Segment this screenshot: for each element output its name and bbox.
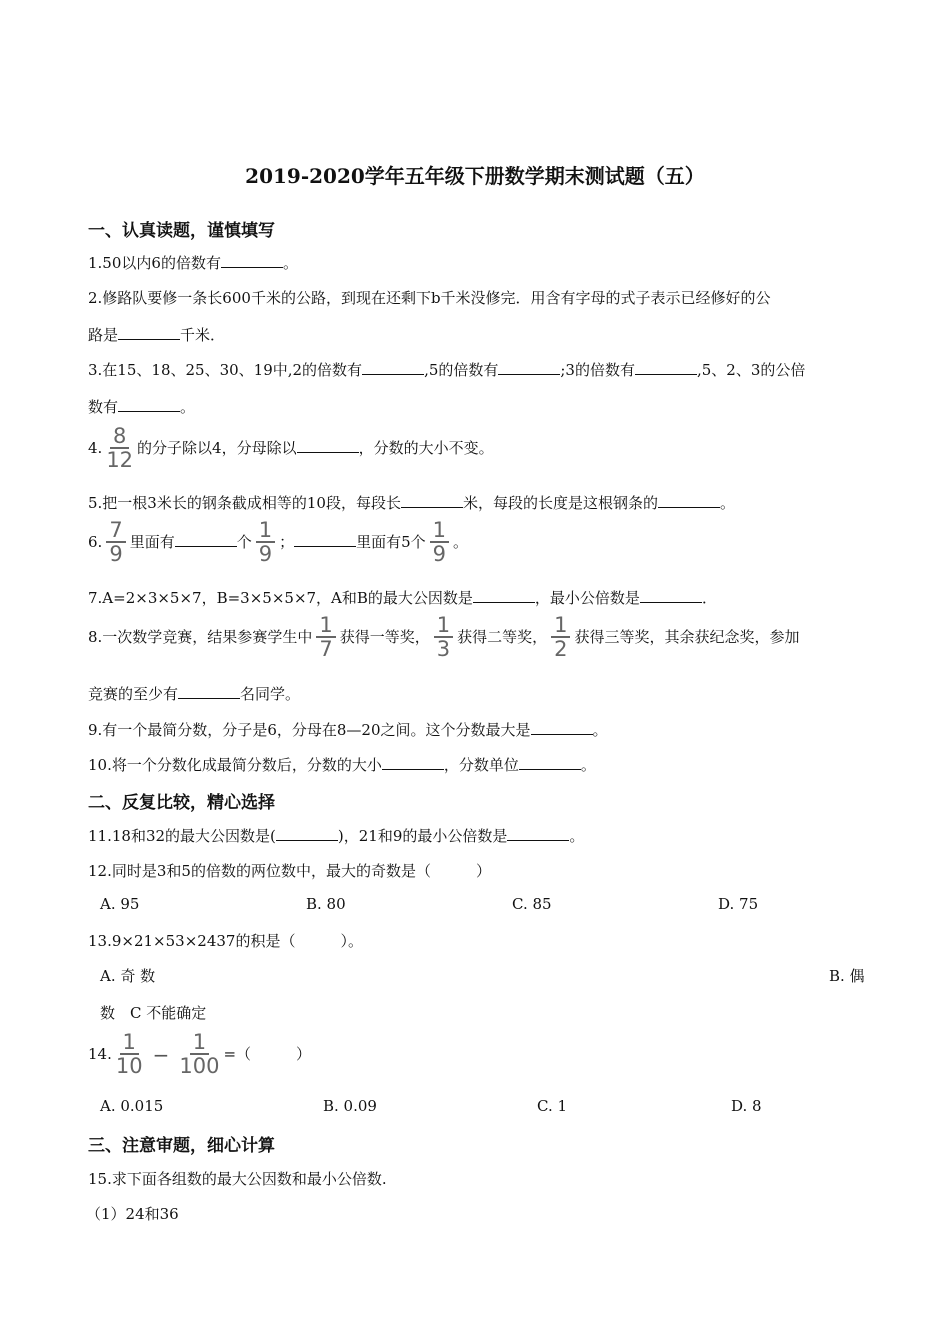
question-10: 10.将一个分数化成最简分数后，分数的大小 ，分数单位 。 <box>88 756 596 774</box>
question-3-cont: 数有 。 <box>88 398 196 416</box>
option-a[interactable]: A. 0.015 <box>100 1097 164 1115</box>
question-9: 9.有一个最简分数，分子是6，分母在8—20之间。这个分数最大是 。 <box>88 721 608 739</box>
section-heading-2: 二、反复比较，精心选择 <box>88 793 275 813</box>
question-7: 7.A=2×3×5×7，B=3×5×5×7，A和B的最大公因数是 ，最小公倍数是 ． <box>88 589 717 607</box>
fraction: $\frac{1}{3}$ <box>434 615 453 661</box>
question-13-cont: 数 C 不能确定 <box>100 1004 207 1022</box>
question-15: 15.求下面各组数的最大公因数和最小公倍数. <box>88 1170 387 1188</box>
answer-blank[interactable] <box>118 399 180 412</box>
answer-blank[interactable] <box>401 495 463 508</box>
page-title: 2019-2020学年五年级下册数学期末测试题（五） <box>245 164 705 188</box>
question-14: 14. $\frac{1}{10}$ − $\frac{1}{100}$ =（ ） <box>88 1030 312 1078</box>
question-2-cont: 路是 千米． <box>88 326 226 344</box>
answer-blank[interactable] <box>531 722 593 735</box>
question-1: 1.50以内6的倍数有 。 <box>88 254 298 272</box>
fraction: $\frac{1}{10}$ <box>115 1030 143 1078</box>
question-6: 6. $\frac{7}{9}$ 里面有 个 $\frac{1}{9}$ ； 里面有5个 $\frac{1}{9}$ 。 <box>88 518 469 566</box>
answer-blank[interactable] <box>362 362 424 375</box>
answer-blank[interactable] <box>297 440 359 453</box>
fraction: $\frac{1}{9}$ <box>256 520 275 566</box>
option-d[interactable]: D. 8 <box>731 1097 762 1115</box>
answer-blank[interactable] <box>635 362 697 375</box>
answer-blank[interactable] <box>175 534 237 547</box>
question-8: 8.一次数学竞赛，结果参赛学生中 $\frac{1}{7}$ 获得一等奖， $\frac{1}{3}$ 获得二等奖， $\frac{1}{2}$ 获得三等奖，其余获纪念奖，参加 <box>88 613 800 661</box>
fraction: $\frac{1}{9}$ <box>430 520 449 566</box>
option-a[interactable]: A. 奇 数 <box>100 967 156 985</box>
question-4: 4. $\frac{8}{12}$ 的分子除以4，分母除以 ，分数的大小不变。 <box>88 424 494 472</box>
answer-blank[interactable] <box>276 828 338 841</box>
question-2: 2.修路队要修一条长600千米的公路，到现在还剩下b千米没修完．用含有字母的式子表示已经修好的公 <box>88 289 771 307</box>
answer-blank[interactable] <box>640 590 702 603</box>
fraction: $\frac{1}{2}$ <box>551 615 570 661</box>
answer-blank[interactable] <box>498 362 560 375</box>
question-5: 5.把一根3米长的钢条截成相等的10段，每段长 米，每段的长度是这根钢条的 。 <box>88 494 735 512</box>
fraction: $\frac{1}{7}$ <box>316 615 335 661</box>
question-13: 13.9×21×53×2437的积是（ ）。 <box>88 932 363 950</box>
question-12: 12.同时是3和5的倍数的两位数中，最大的奇数是（ ） <box>88 862 491 880</box>
answer-blank[interactable] <box>178 686 240 699</box>
section-heading-1: 一、认真读题，谨慎填写 <box>88 221 275 241</box>
question-11: 11.18和32的最大公因数是( )，21和9的最小公倍数是 。 <box>88 827 585 845</box>
option-d[interactable]: D. 75 <box>718 895 759 913</box>
answer-blank[interactable] <box>519 757 581 770</box>
section-heading-3: 三、注意审题，细心计算 <box>88 1136 275 1156</box>
minus-sign: − <box>152 1043 170 1067</box>
question-3: 3.在15、18、25、30、19中,2的倍数有 ,5的倍数有 ;3的倍数有 ,5、2、3的公倍 <box>88 361 806 379</box>
option-b[interactable]: B. 0.09 <box>323 1097 377 1115</box>
answer-blank[interactable] <box>473 590 535 603</box>
answer-blank[interactable] <box>294 534 356 547</box>
answer-blank[interactable] <box>221 255 283 268</box>
option-a[interactable]: A. 95 <box>100 895 140 913</box>
fraction: $\frac{7}{9}$ <box>106 520 125 566</box>
question-15-part-1: （1）24和36 <box>86 1205 179 1223</box>
answer-blank[interactable] <box>118 327 180 340</box>
option-c[interactable]: C. 1 <box>537 1097 568 1115</box>
question-8-cont: 竞赛的至少有 名同学。 <box>88 685 301 703</box>
fraction: $\frac{1}{100}$ <box>179 1030 220 1078</box>
answer-blank[interactable] <box>507 828 569 841</box>
answer-blank[interactable] <box>382 757 444 770</box>
option-b[interactable]: B. 偶 <box>829 967 865 985</box>
fraction: $\frac{8}{12}$ <box>106 424 134 472</box>
option-b[interactable]: B. 80 <box>306 895 346 913</box>
option-c[interactable]: C. 85 <box>512 895 552 913</box>
answer-blank[interactable] <box>658 495 720 508</box>
